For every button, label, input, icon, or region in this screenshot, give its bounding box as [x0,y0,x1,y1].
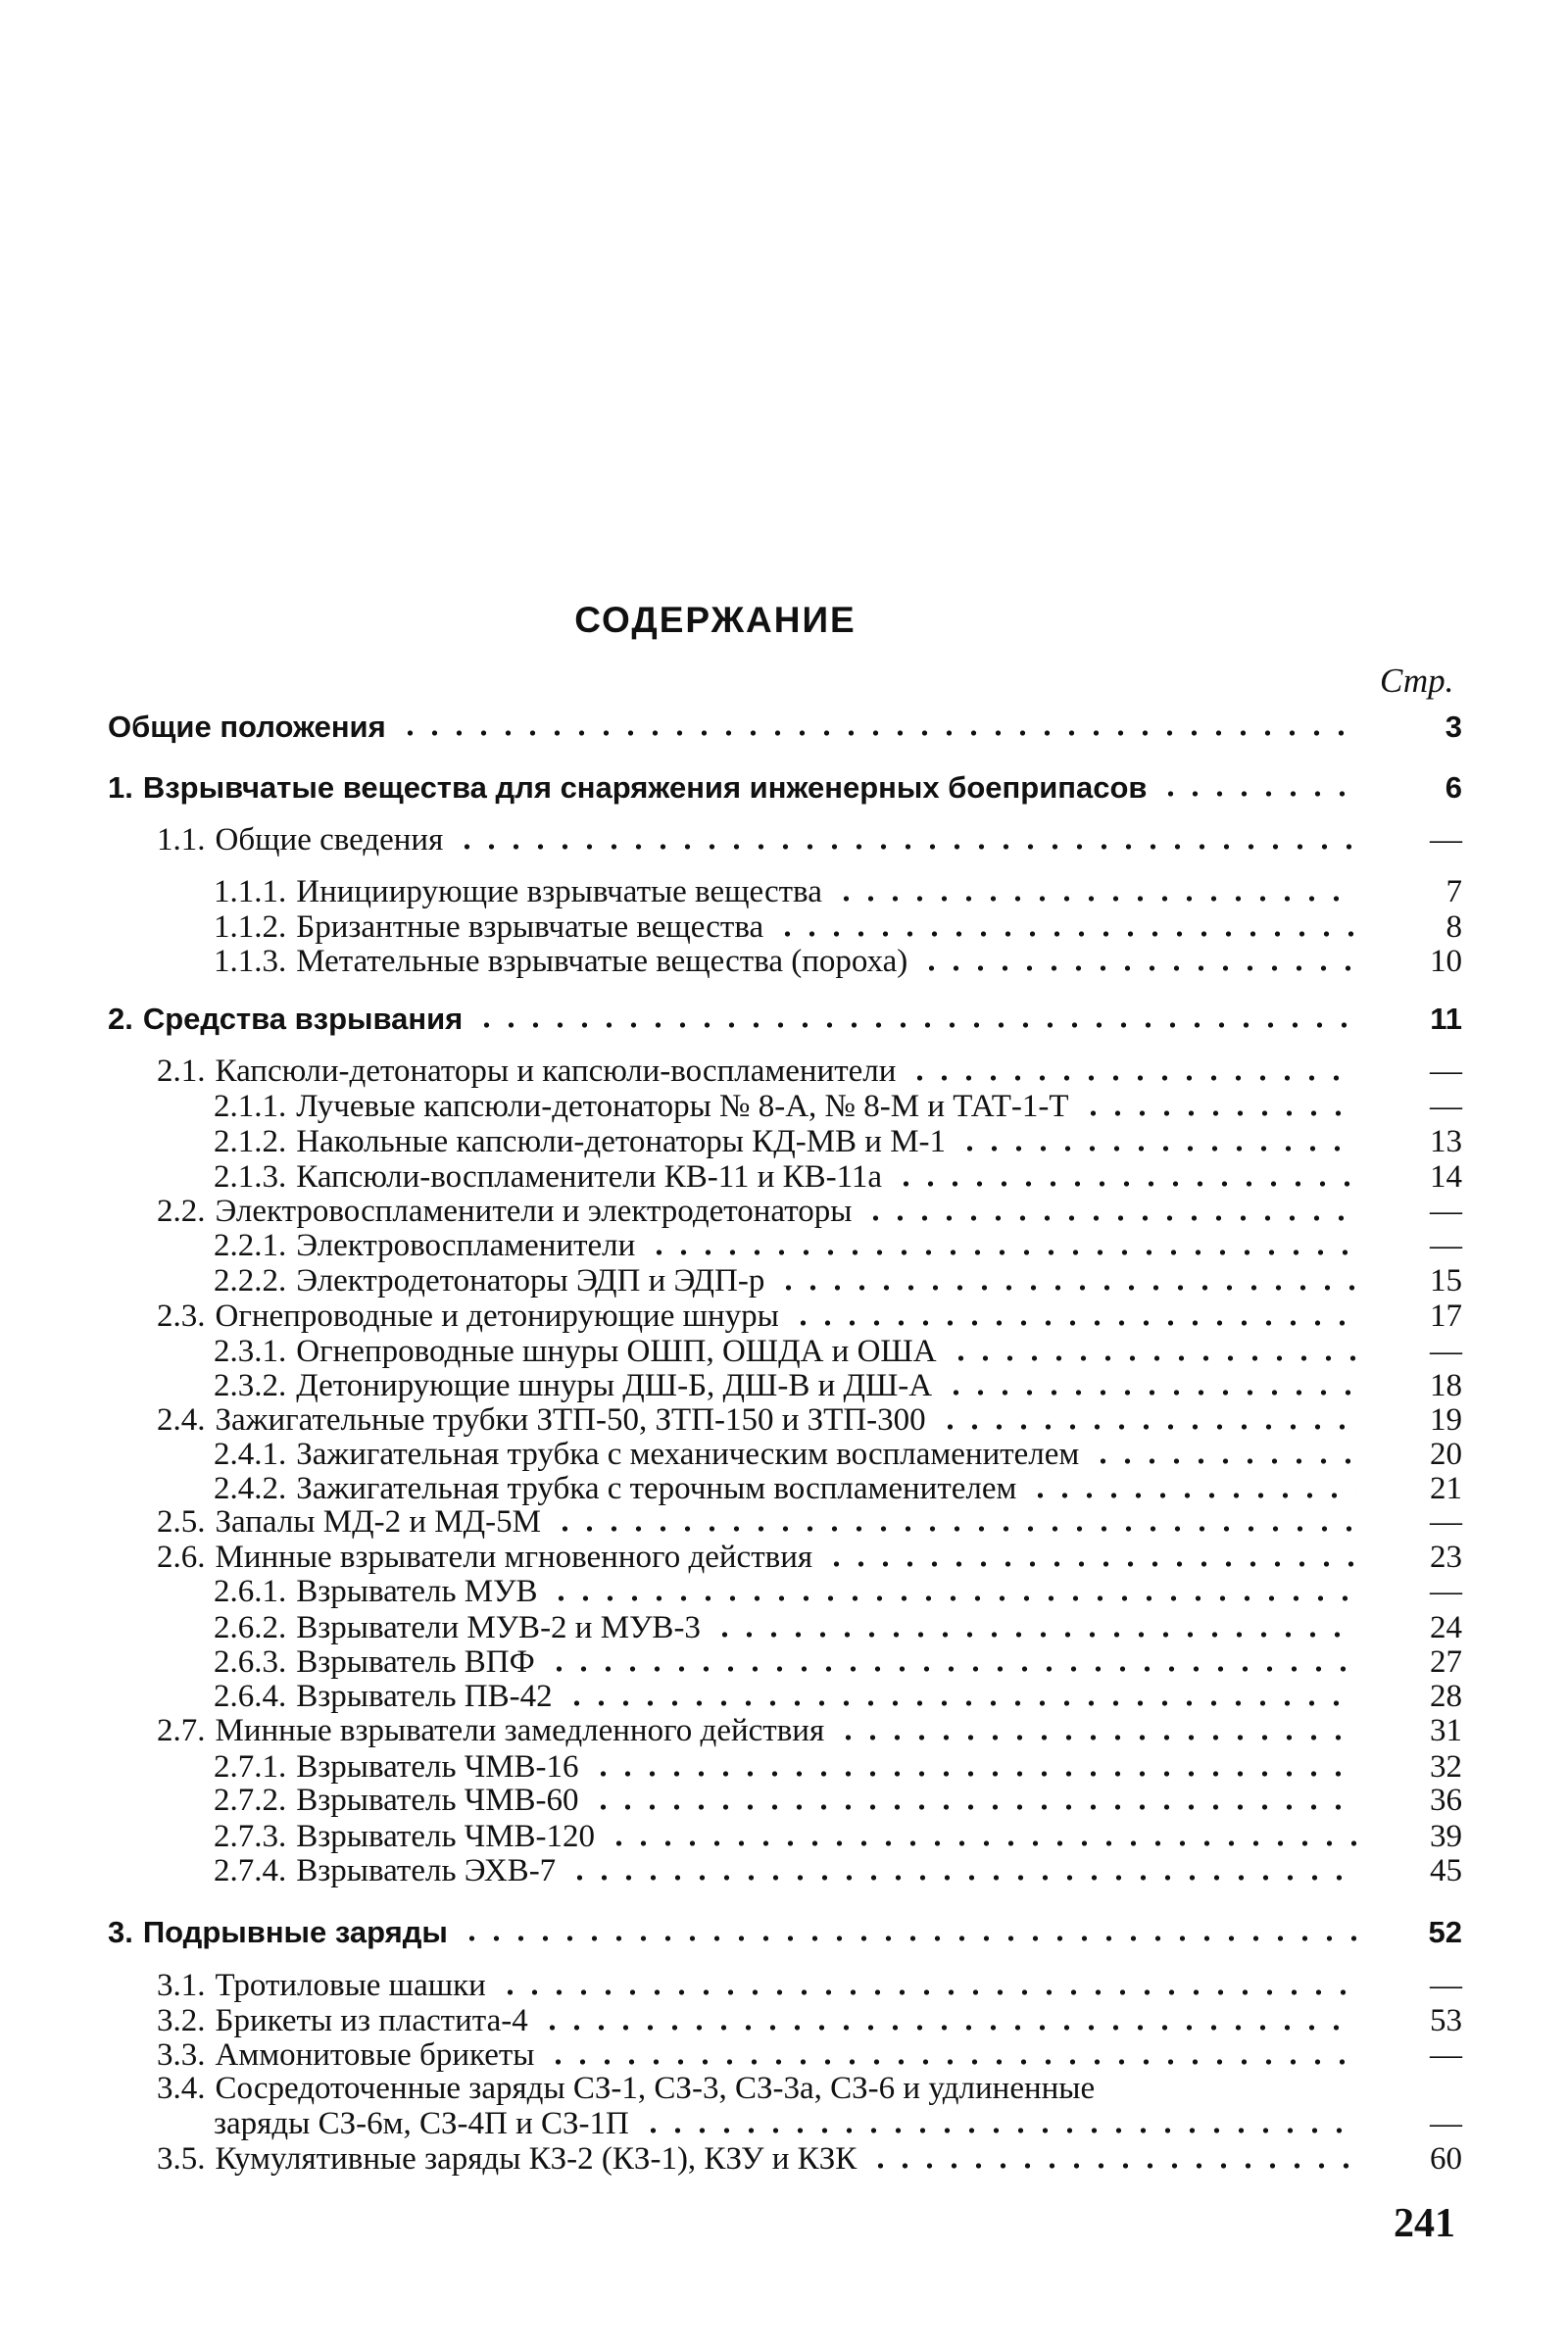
toc-entry-page: — [1430,2106,1462,2141]
dot-leader [549,1595,1356,1601]
toc-entry-number: 1.1. [157,822,206,858]
dot-leader [894,1181,1356,1187]
toc-entry-page: 31 [1430,1713,1462,1748]
toc-entry [0,998,1568,1037]
toc-entry-page: 18 [1430,1368,1462,1403]
toc-entry-title: Взрыватель ЧМВ-16 [296,1749,579,1785]
dot-leader [834,896,1356,902]
toc-entry-title: Общие сведения [215,822,444,858]
toc-entry [0,1780,1568,1819]
dot-leader [868,2163,1356,2169]
toc-entry-page: 17 [1430,1298,1462,1334]
toc-entry [0,1710,1568,1749]
toc-entry-page: 53 [1430,2003,1462,2038]
toc-entry [0,1051,1568,1090]
toc-entry-number: 2.4. [157,1402,206,1438]
toc-entry-number: 3. [108,1915,133,1949]
toc-entry-number: 1.1.1. [214,874,287,909]
toc-entry-page: — [1430,2037,1462,2073]
toc-entry-number: 3.3. [157,2037,206,2073]
toc-entry-title: Подрывные заряды [142,1915,448,1949]
toc-entry [0,1225,1568,1264]
toc-entry [0,1156,1568,1196]
toc-entry-title: Аммонитовые брикеты [215,2037,535,2073]
dot-leader [591,1804,1356,1810]
toc-entry [0,1434,1568,1473]
toc-entry-title: Огнепроводные шнуры ОШП, ОШДА и ОША [296,1334,937,1369]
toc-entry-title: Капсюли-детонаторы и капсюли-воспламенители [215,1054,897,1089]
toc-entry-page: — [1430,1968,1462,2003]
toc-entry-title: Зажигательная трубка с механическим воспламенителем [296,1437,1080,1472]
dot-leader [791,1320,1356,1326]
toc-entry [0,706,1568,745]
dot-leader [455,844,1356,850]
toc-entry-title: Бризантные взрывчатые вещества [296,909,764,945]
toc-entry-page: 11 [1430,1002,1462,1036]
toc-entry-title: Накольные капсюли-детонаторы КД-МВ и М-1 [296,1124,947,1159]
toc-entry-number: 2.6.3. [214,1644,287,1680]
toc-entry-number: 2.3. [157,1298,206,1334]
toc-entry [0,2000,1568,2039]
dot-leader [498,1989,1356,1995]
dot-leader [919,965,1356,971]
toc-entry [0,1537,1568,1576]
toc-entry [0,1816,1568,1855]
dot-leader [546,2059,1356,2065]
toc-entry [0,766,1568,806]
dot-leader [1028,1493,1356,1498]
toc-entry [0,871,1568,910]
toc-entry [0,906,1568,946]
toc-entry [0,1399,1568,1439]
toc-entry-page: 8 [1446,909,1462,945]
toc-entry-title: Зажигательная трубка с терочным воспламенителем [296,1471,1017,1506]
dot-leader [836,1735,1356,1740]
toc-entry-page: — [1430,1054,1462,1089]
toc-entry-page: 21 [1430,1471,1462,1506]
toc-entry [0,1571,1568,1610]
toc-entry-title: Электровоспламенители [296,1228,636,1263]
toc-entry-number: 2.7.2. [214,1783,287,1818]
toc-entry-page: — [1430,1089,1462,1124]
dot-leader [775,931,1356,937]
toc-entry-title: Тротиловые шашки [215,1968,486,2003]
dot-leader [553,1526,1356,1532]
toc-entry-title: Метательные взрывчатые вещества (пороха) [296,944,908,979]
toc-entry-page: 52 [1428,1915,1462,1949]
toc-entry-title: Минные взрыватели замедленного действия [215,1713,825,1748]
toc-entry-title: Кумулятивные заряды КЗ-2 (КЗ-1), КЗУ и КЗК [215,2141,858,2177]
dot-leader [591,1771,1356,1777]
toc-entry-title: Сосредоточенные заряды СЗ-1, СЗ-3, СЗ-3а, СЗ-6 и удлиненные [215,2071,1096,2106]
toc-entry [0,1501,1568,1541]
dot-leader [567,1875,1356,1881]
toc-entry-page: 19 [1430,1402,1462,1438]
toc-entry-title: Электродетонаторы ЭДП и ЭДП-р [296,1263,765,1298]
toc-entry-title: Инициирующие взрывчатые вещества [296,874,822,909]
page-column-label: Стр. [1380,662,1454,700]
toc-entry-title: Брикеты из пластита-4 [215,2003,528,2038]
toc-entry-page: 60 [1430,2141,1462,2177]
toc-entry-title: Взрыватель ПВ-42 [296,1679,553,1714]
toc-entry-title: Запалы МД-2 и МД-5М [215,1504,541,1540]
toc-entry [0,1260,1568,1299]
toc-entry-page: 14 [1430,1159,1462,1195]
toc-entry-page: 24 [1430,1610,1462,1645]
dot-leader [1158,791,1356,797]
dot-leader [944,1390,1356,1396]
toc-entry-title: Взрыватель ВПФ [296,1644,535,1680]
toc-entry-title: Минные взрыватели мгновенного действия [215,1540,813,1575]
toc-entry-page: — [1430,1504,1462,1540]
toc-entry-number: 2. [108,1002,133,1036]
toc-entry-number: 2.2. [157,1194,206,1229]
dot-leader [1091,1458,1356,1464]
toc-entry-title: Взрыватель ЧМВ-120 [296,1819,596,1854]
toc-entry-number: 2.6.4. [214,1679,287,1714]
toc-entry-number: 2.1. [157,1054,206,1089]
dot-leader [647,1250,1356,1255]
toc-entry [0,819,1568,858]
toc-entry-number: 2.6. [157,1540,206,1575]
toc-entry-number: 3.4. [157,2071,206,2106]
toc-entry-title: Зажигательные трубки ЗТП-50, ЗТП-150 и ЗТП-300 [215,1402,926,1438]
toc-entry [0,1296,1568,1335]
dot-leader [474,1022,1356,1028]
toc-entry-title: Капсюли-воспламенители КВ-11 и КВ-11а [296,1159,883,1195]
toc-entry-title: Взрыватели МУВ-2 и МУВ-3 [296,1610,701,1645]
toc-entry-page: 15 [1430,1263,1462,1298]
toc-entry-number: 2.4.1. [214,1437,287,1472]
dot-leader [398,730,1356,736]
toc-entry-number: 3.5. [157,2141,206,2177]
toc-entry-page: 13 [1430,1124,1462,1159]
toc-entry [0,1676,1568,1715]
toc-entry-page: 10 [1430,944,1462,979]
toc-entry-number: 2.3.2. [214,1368,287,1403]
toc-entry [0,1121,1568,1160]
toc-entry [0,941,1568,980]
toc-entry-page: 23 [1430,1540,1462,1575]
toc-entry-page: 28 [1430,1679,1462,1714]
dot-leader [949,1355,1356,1361]
toc-entry-title: Взрыватель ЭХВ-7 [296,1853,557,1888]
toc-entry-number: 2.1.2. [214,1124,287,1159]
toc-entry-title: Детонирующие шнуры ДШ-Б, ДШ-В и ДШ-А [296,1368,933,1403]
dot-leader [607,1840,1356,1846]
toc-entry-number: 2.1.1. [214,1089,287,1124]
toc-entry [0,1607,1568,1646]
toc-entry-page: — [1430,1334,1462,1369]
toc-entry-title: Взрыватель ЧМВ-60 [296,1783,579,1818]
toc-entry [0,1086,1568,1125]
toc-entry-page: — [1430,1228,1462,1263]
toc-entry-number: 2.4.2. [214,1471,287,1506]
dot-leader [564,1700,1356,1706]
toc-entry [0,1365,1568,1404]
dot-leader [863,1215,1356,1221]
toc-entry-number: 2.3.1. [214,1334,287,1369]
toc-entry-number: 2.1.3. [214,1159,287,1195]
toc-entry-number: 2.7.4. [214,1853,287,1888]
toc-entry-page: 45 [1430,1853,1462,1888]
page-title: СОДЕРЖАНИЕ [574,600,857,640]
dot-leader [957,1146,1356,1152]
dot-leader [907,1075,1356,1081]
dot-leader [776,1285,1356,1291]
toc-entry-number: 1.1.3. [214,944,287,979]
toc-entry-number: 2.7. [157,1713,206,1748]
dot-leader [938,1424,1356,1430]
toc-entry-title-continued: заряды СЗ-6м, СЗ-4П и СЗ-1П [214,2106,629,2141]
toc-entry-page: 32 [1430,1749,1462,1785]
toc-entry [0,1642,1568,1681]
toc-entry-number: 1.1.2. [214,909,287,945]
toc-entry-number: 2.7.1. [214,1749,287,1785]
toc-entry-title: Электровоспламенители и электродетонаторы [215,1194,853,1229]
toc-entry-page: 39 [1430,1819,1462,1854]
toc-entry [0,1911,1568,1950]
toc-entry-title: Лучевые капсюли-детонаторы № 8-А, № 8-М и ТАТ-1-Т [296,1089,1069,1124]
toc-entry-number: 2.2.1. [214,1228,287,1263]
toc-entry [0,1331,1568,1370]
toc-entry-page: 27 [1430,1644,1462,1680]
toc-entry-number: 2.6.1. [214,1574,287,1609]
toc-entry-page: — [1430,1574,1462,1609]
toc-entry-number: 2.6.2. [214,1610,287,1645]
toc-entry [0,1965,1568,2004]
dot-leader [460,1936,1356,1941]
toc-entry-title: Огнепроводные и детонирующие шнуры [215,1298,779,1334]
toc-entry-page: 6 [1445,770,1462,805]
toc-entry [0,1850,1568,1889]
toc-entry-title: Взрыватель МУВ [296,1574,538,1609]
toc-entry-page: 36 [1430,1783,1462,1818]
toc-entry-title: Средства взрывания [142,1002,464,1036]
toc-entry-number: 2.5. [157,1504,206,1540]
toc-entry-number: 2.7.3. [214,1819,287,1854]
toc-entry [0,2138,1568,2178]
dot-leader [712,1632,1356,1638]
toc-entry-title: Взрывчатые вещества для снаряжения инженерных боеприпасов [142,770,1148,805]
toc-entry-number: 3.1. [157,1968,206,2003]
toc-entry-continuation [0,2103,1568,2142]
toc-entry-page: — [1430,1194,1462,1229]
page-number: 241 [1394,2201,1455,2246]
dot-leader [547,1666,1356,1672]
dot-leader [1081,1110,1356,1116]
toc-entry-number: 1. [108,770,133,805]
toc-entry-page: 20 [1430,1437,1462,1472]
toc-entry-page: 3 [1445,710,1462,744]
toc-entry-page: 7 [1446,874,1462,909]
toc-entry-page: — [1430,822,1462,858]
dot-leader [540,2025,1356,2031]
toc-entry-title: Общие положения [108,710,386,744]
dot-leader [641,2128,1356,2133]
dot-leader [824,1561,1356,1567]
toc-entry [0,1191,1568,1230]
toc-entry-number: 3.2. [157,2003,206,2038]
toc-entry-number: 2.2.2. [214,1263,287,1298]
